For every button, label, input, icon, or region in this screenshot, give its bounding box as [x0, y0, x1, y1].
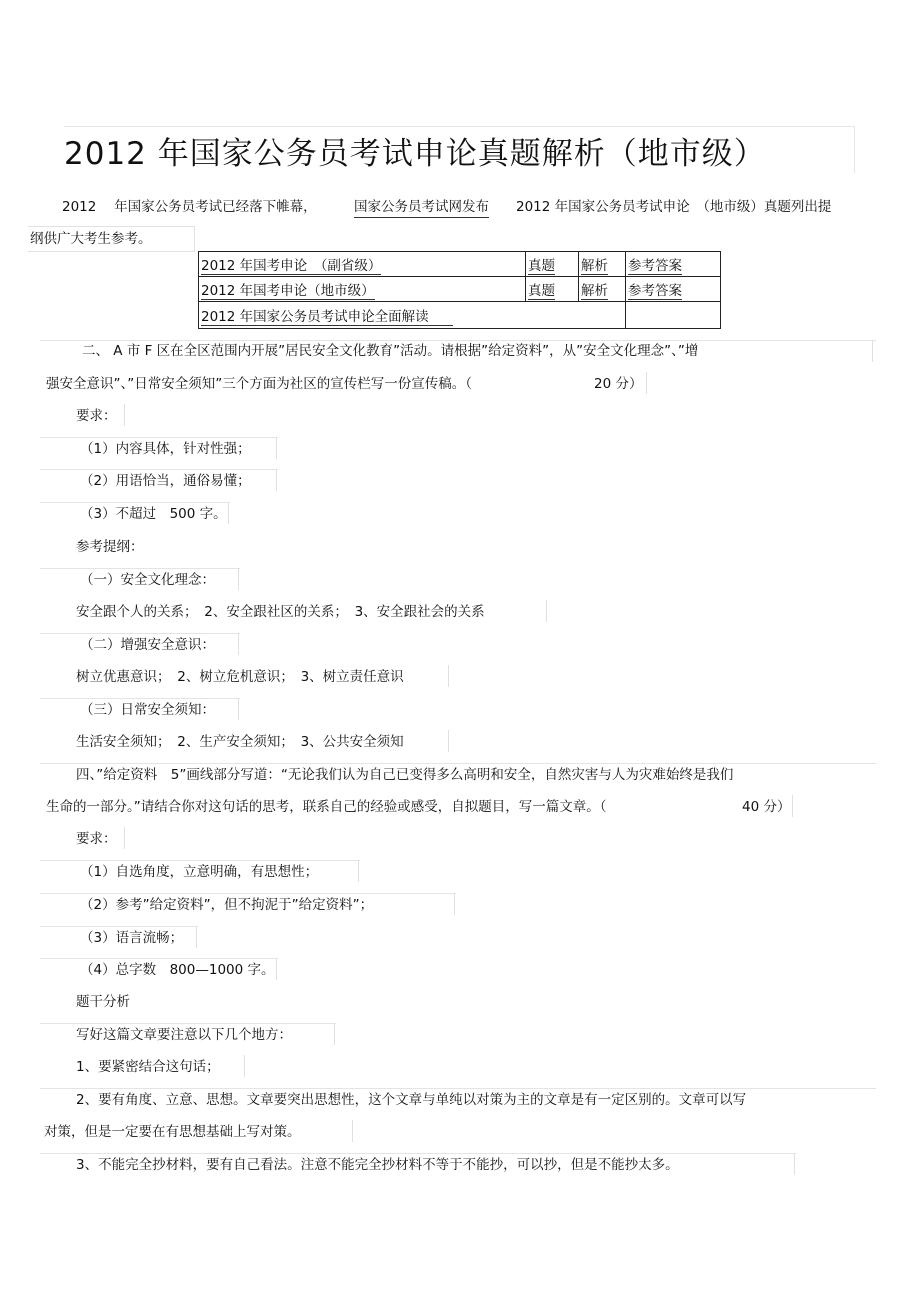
rule-line	[334, 1023, 335, 1045]
exam-site-link[interactable]: 国家公务员考试网发布	[354, 198, 489, 218]
question-2-score: 20 分）	[594, 376, 643, 392]
rule-line	[244, 1055, 245, 1077]
analysis-point: 3、不能完全抄材料，要有自己看法。注意不能完全抄材料不等于不能抄，可以抄，但是不能抄太多。	[76, 1157, 679, 1173]
rule-line	[794, 1153, 795, 1175]
intro-text-part1: 2012 年国家公务员考试已经落下帷幕，	[62, 199, 317, 215]
table-cell	[626, 302, 721, 329]
requirement-item: （2）用语恰当，通俗易懂；	[80, 473, 251, 489]
rule-line	[276, 469, 277, 491]
rule-line	[40, 1153, 796, 1154]
table-cell	[526, 277, 579, 302]
requirement-item: （4）总字数 800—1000 字。	[80, 962, 275, 978]
rule-line	[40, 698, 240, 699]
analysis-link[interactable]: 解析	[581, 258, 608, 274]
full-interpretation-link[interactable]: 2012 年国家公务员考试申论全面解读	[201, 309, 453, 326]
table-cell	[579, 252, 626, 277]
analysis-link[interactable]: 解析	[581, 283, 608, 299]
rule-line	[40, 1023, 336, 1024]
analysis-intro: 写好这篇文章要注意以下几个地方：	[76, 1027, 292, 1043]
rule-line	[40, 958, 278, 959]
rule-line	[124, 404, 125, 426]
requirement-item: （3）不超过 500 字。	[80, 506, 227, 522]
exam-title-link[interactable]: 2012 年国考申论（地市级）	[201, 283, 375, 299]
table-row	[199, 252, 721, 277]
rule-line	[228, 502, 229, 524]
analysis-point: 1、要紧密结合这句话；	[76, 1059, 220, 1075]
rule-line	[646, 372, 647, 394]
rule-line	[358, 860, 359, 882]
rule-line	[40, 633, 240, 634]
text-frame	[28, 226, 195, 252]
rule-line	[40, 860, 360, 861]
outline-heading: （三）日常安全须知：	[80, 702, 215, 718]
requirements-label: 要求：	[76, 831, 117, 847]
rule-line	[40, 502, 230, 503]
question-2-line1: 二、 A 市 F 区在全区范围内开展”居民安全文化教育”活动。请根据”给定资料”，从”安全文化理念”、”增	[82, 343, 699, 359]
rule-line	[40, 893, 456, 894]
outline-heading: （一）安全文化理念：	[80, 572, 215, 588]
rule-line	[352, 1120, 353, 1142]
table-cell	[526, 252, 579, 277]
outline-label: 参考提纲：	[76, 539, 144, 555]
rule-line	[238, 633, 239, 655]
rule-line	[448, 665, 449, 687]
requirement-item: （3）语言流畅；	[80, 930, 184, 946]
requirement-item: （1）自选角度，立意明确，有思想性；	[80, 864, 319, 880]
table-row	[199, 277, 721, 302]
table-row	[199, 302, 721, 329]
requirement-item: （2）参考”给定资料”，但不拘泥于”给定资料”；	[80, 897, 374, 913]
rule-line	[40, 340, 876, 341]
rule-line	[448, 730, 449, 752]
rule-line	[196, 926, 197, 948]
question-4-line1: 四、”给定资料 5”画线部分写道：“无论我们认为自己已变得多么高明和安全，自然灾害与人为灾难始终是我们	[76, 767, 734, 783]
rule-line	[40, 926, 198, 927]
answers-link[interactable]: 参考答案	[628, 258, 682, 274]
analysis-point: 2、要有角度、立意、思想。文章要突出思想性，这个文章与单纯以对策为主的文章是有一定区别的。文章可以写	[76, 1092, 747, 1108]
questions-link[interactable]: 真题	[528, 258, 555, 274]
question-4-line2: 生命的一部分。”请结合你对这句话的思考，联系自己的经验或感受，自拟题目，写一篇文章。（	[46, 799, 607, 815]
rule-line	[40, 469, 278, 470]
answers-link[interactable]: 参考答案	[628, 283, 682, 299]
outline-heading: （二）增强安全意识：	[80, 637, 215, 653]
rule-line	[40, 763, 876, 764]
outline-content: 生活安全须知； 2、生产安全须知； 3、公共安全须知	[76, 734, 404, 750]
rule-line	[40, 1088, 876, 1089]
rule-line	[238, 698, 239, 720]
exam-title-link[interactable]: 2012 年国考申论 （副省级）	[201, 258, 382, 274]
rule-line	[40, 437, 278, 438]
rule-line	[454, 893, 455, 915]
rule-line	[546, 600, 547, 622]
table-cell	[579, 277, 626, 302]
table-cell-title	[199, 302, 626, 329]
analysis-point-continued: 对策，但是一定要在有思想基础上写对策。	[44, 1124, 301, 1140]
rule-line	[872, 340, 873, 362]
analysis-heading: 题干分析	[76, 994, 130, 1010]
table-cell	[626, 277, 721, 302]
intro-text-line2: 纲供广大考生参考。	[30, 231, 152, 247]
table-cell	[626, 252, 721, 277]
page-title: 2012 年国家公务员考试申论真题解析（地市级）	[64, 136, 766, 172]
question-4-score: 40 分）	[742, 799, 791, 815]
intro-text-part2: 2012 年国家公务员考试申论 （地市级）真题列出提	[516, 199, 832, 215]
table-cell-title	[199, 252, 526, 277]
rule-line	[276, 437, 277, 459]
outline-content: 安全跟个人的关系； 2、安全跟社区的关系； 3、安全跟社会的关系	[76, 604, 485, 620]
rule-line	[40, 568, 240, 569]
table-cell-title	[199, 277, 526, 302]
rule-line	[276, 958, 277, 980]
rule-line	[792, 795, 793, 817]
questions-link[interactable]: 真题	[528, 283, 555, 299]
requirement-item: （1）内容具体，针对性强；	[80, 441, 251, 457]
rule-line	[238, 568, 239, 590]
question-2-line2: 强安全意识”、”日常安全须知”三个方面为社区的宣传栏写一份宣传稿。（	[46, 376, 472, 392]
requirements-label: 要求：	[76, 408, 117, 424]
rule-line	[124, 827, 125, 849]
links-table	[198, 251, 721, 329]
outline-content: 树立优惠意识； 2、树立危机意识； 3、树立责任意识	[76, 669, 404, 685]
